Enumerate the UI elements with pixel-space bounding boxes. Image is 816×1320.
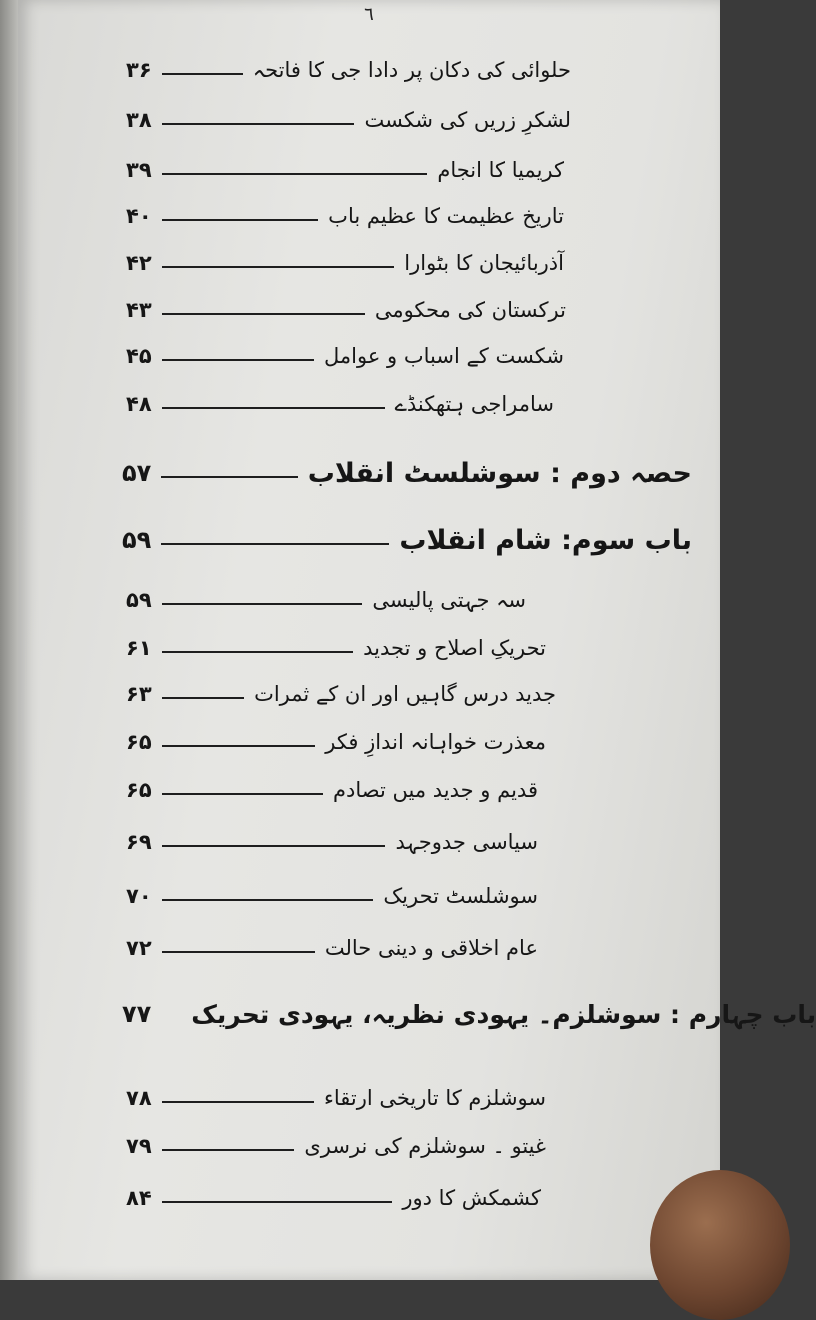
toc-title: معذرت خواہانہ اندازِ فکر [325,730,546,754]
toc-entry [126,822,538,862]
toc-title: سوشلزم کا تاریخی ارتقاء [323,1086,546,1110]
toc-title: سیاسی جدوجہد [395,830,538,854]
toc-title: ترکستان کی محکومی [374,298,566,322]
toc-page: ۴۳ [126,298,152,322]
toc-entry [126,674,556,714]
toc-title: عام اخلاقی و دینی حالت [324,936,538,960]
toc-entry [126,628,546,668]
toc-page: ۷۹ [126,1134,152,1158]
toc-title: حصہ دوم : سوشلسٹ انقلاب [307,457,692,489]
toc-leader [162,359,314,361]
toc-title: سوشلسٹ تحریک [383,884,538,908]
toc-section-heading [122,453,692,493]
toc-entry [126,1126,546,1166]
page-number: ٦ [364,4,374,25]
book-page [18,0,816,1280]
toc-title: لشکرِ زریں کی شکست [364,108,571,132]
toc-page: ۶۹ [126,830,152,854]
toc-page: ۷۷ [122,1000,152,1028]
toc-leader [162,173,428,175]
book-spine [0,0,18,1280]
toc-leader [162,219,319,221]
toc-page: ۵۹ [126,588,152,612]
toc-title: کریمیا کا انجام [437,158,564,182]
toc-title: تحریکِ اصلاح و تجدید [363,636,546,660]
toc-leader [162,123,355,125]
toc-page: ۶۳ [126,682,152,706]
toc-leader [162,266,395,268]
toc-leader [162,73,243,75]
toc-entry [126,876,538,916]
toc-leader [162,313,365,315]
toc-page: ۳۶ [126,58,152,82]
thumb [650,1170,790,1320]
toc-page: ۷۸ [126,1086,152,1110]
toc-leader [162,697,244,699]
toc-entry [126,928,538,968]
toc-entry [126,50,571,90]
toc-entry [126,336,564,376]
toc-leader [162,1101,314,1103]
toc-page: ۶۵ [126,730,152,754]
toc-entry [126,1078,546,1118]
toc-leader [162,793,323,795]
toc-entry [126,150,564,190]
toc-entry [126,580,526,620]
toc-page: ۴۸ [126,392,152,416]
toc-page: ۵۷ [122,459,152,487]
toc-page: ۴۲ [126,251,152,275]
toc-entry [126,243,564,283]
toc-leader [162,603,363,605]
toc-title: سامراجی ہتھکنڈے [394,392,554,416]
toc-leader [161,476,297,478]
toc-chapter-heading [122,994,816,1034]
toc-entry [126,196,564,236]
toc-title: باب چہارم : سوشلزم۔ یہودی نظریہ، یہودی تحریک [191,999,816,1029]
toc-title: کشمکش کا دور [402,1186,541,1210]
toc-entry [126,722,546,762]
toc-page: ۶۵ [126,778,152,802]
toc-leader [162,1149,295,1151]
toc-entry [126,100,571,140]
toc-entry [126,290,566,330]
toc-page: ۷۰ [126,884,152,908]
toc-leader [162,651,354,653]
toc-page: ۳۹ [126,158,152,182]
toc-entry [126,770,538,810]
toc-leader [162,899,374,901]
toc-page: ۵۹ [122,526,152,554]
toc-leader [162,745,316,747]
toc-page: ۴۵ [126,344,152,368]
toc-leader [162,951,315,953]
toc-title: قدیم و جدید میں تصادم [333,778,538,802]
toc-page: ۴۰ [126,204,152,228]
toc-page: ۶۱ [126,636,152,660]
toc-title: غیتو ۔ سوشلزم کی نرسری [304,1134,546,1158]
toc-title: تاریخ عظیمت کا عظیم باب [328,204,564,228]
toc-title: باب سوم: شام انقلاب [399,524,692,556]
toc-chapter-heading [122,520,692,560]
toc-page: ۸۴ [126,1186,152,1210]
toc-title: سہ جہتی پالیسی [372,588,526,612]
toc-entry [126,1178,541,1218]
toc-title: حلوائی کی دکان پر دادا جی کا فاتحہ [252,58,571,82]
toc-leader [161,543,389,545]
toc-page: ۷۲ [126,936,152,960]
toc-leader [162,1201,393,1203]
toc-leader [162,845,386,847]
toc-entry [126,384,554,424]
toc-title: آذربائیجان کا بٹوارا [404,251,564,275]
toc-title: جدید درس گاہیں اور ان کے ثمرات [254,682,556,706]
toc-leader [162,407,385,409]
toc-title: شکست کے اسباب و عوامل [324,344,564,368]
toc-page: ۳۸ [126,108,152,132]
